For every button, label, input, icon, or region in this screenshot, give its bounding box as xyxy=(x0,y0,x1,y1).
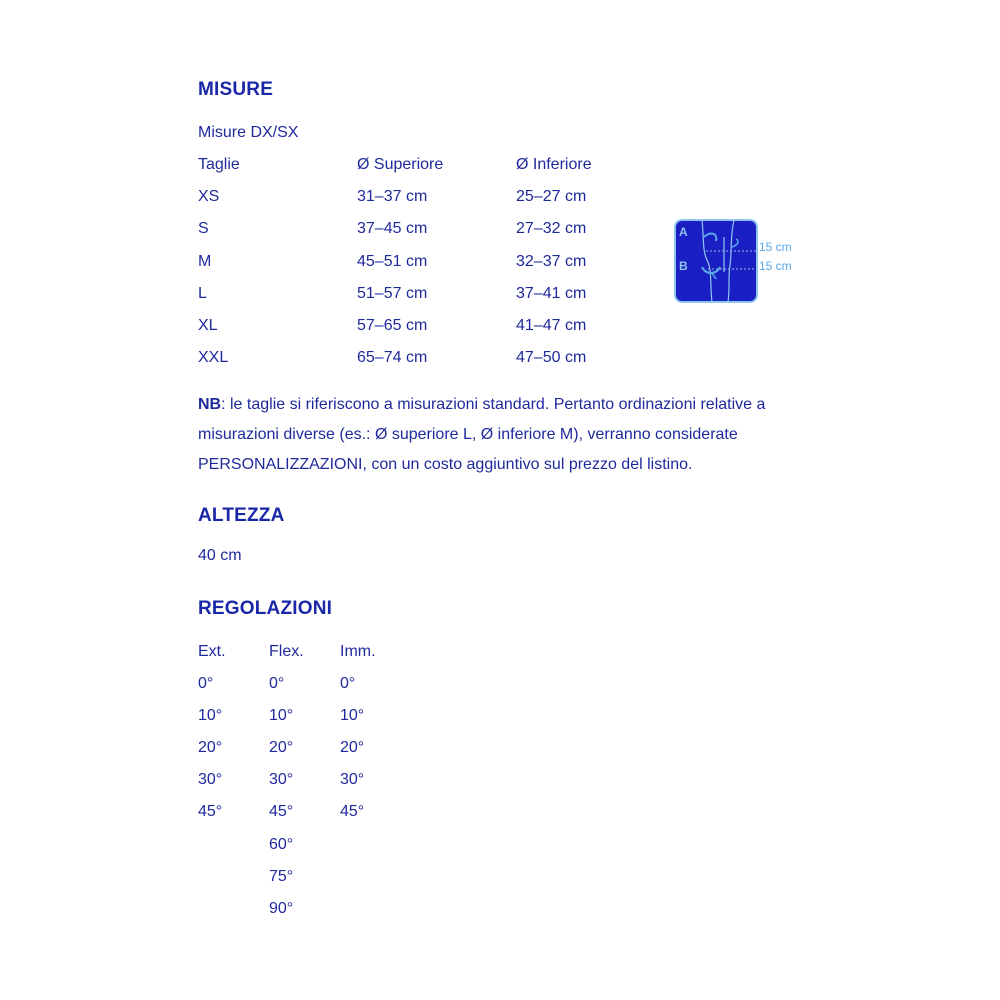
diagram-label-a: A xyxy=(679,225,688,239)
ext-cell: 20° xyxy=(198,739,223,756)
sizing-note xyxy=(198,390,818,480)
imm-cell: 10° xyxy=(340,707,365,724)
upper-cell: 37–45 cm xyxy=(357,220,428,237)
lower-cell: 37–41 cm xyxy=(516,285,587,302)
flex-cell: 30° xyxy=(269,771,294,788)
ext-cell: 45° xyxy=(198,803,223,820)
lower-cell: 32–37 cm xyxy=(516,253,587,270)
flex-cell: 45° xyxy=(269,803,294,820)
lower-cell: 47–50 cm xyxy=(516,349,587,366)
imm-cell: 20° xyxy=(340,739,365,756)
upper-cell: 57–65 cm xyxy=(357,317,428,334)
upper-cell: 45–51 cm xyxy=(357,253,428,270)
flex-cell: 10° xyxy=(269,707,294,724)
header-ext: Ext. xyxy=(198,643,226,660)
size-cell: M xyxy=(198,253,212,270)
upper-cell: 31–37 cm xyxy=(357,188,428,205)
ext-cell: 30° xyxy=(198,771,223,788)
flex-cell: 90° xyxy=(269,900,294,917)
header-flex: Flex. xyxy=(269,643,304,660)
flex-cell: 60° xyxy=(269,836,294,853)
knee-measurement-diagram xyxy=(672,217,802,307)
note-prefix: NB xyxy=(198,396,222,413)
lower-cell: 25–27 cm xyxy=(516,188,587,205)
flex-cell: 20° xyxy=(269,739,294,756)
flex-cell: 0° xyxy=(269,675,285,692)
misure-subtitle: Misure DX/SX xyxy=(198,124,299,141)
misure-title: MISURE xyxy=(198,79,274,100)
ext-cell: 0° xyxy=(198,675,214,692)
size-cell: XL xyxy=(198,317,218,334)
imm-cell: 30° xyxy=(340,771,365,788)
upper-cell: 65–74 cm xyxy=(357,349,428,366)
header-superiore: Ø Superiore xyxy=(357,156,444,173)
imm-cell: 45° xyxy=(340,803,365,820)
note-text: : le taglie si riferiscono a misurazioni standard. Pertanto ordinazioni relative a misurazioni diverse (es.: Ø superiore L, Ø inferiore M), verranno considerate PERSONALIZZAZIONI, con un costo aggiuntivo sul prezzo del listino. xyxy=(198,396,766,473)
altezza-value: 40 cm xyxy=(198,547,242,564)
header-inferiore: Ø Inferiore xyxy=(516,156,592,173)
diagram-label-lower: 15 cm xyxy=(759,259,792,273)
diagram-label-upper: 15 cm xyxy=(759,240,792,254)
diagram-label-b: B xyxy=(679,259,688,273)
header-imm: Imm. xyxy=(340,643,376,660)
ext-cell: 10° xyxy=(198,707,223,724)
lower-cell: 41–47 cm xyxy=(516,317,587,334)
imm-cell: 0° xyxy=(340,675,356,692)
header-taglie: Taglie xyxy=(198,156,240,173)
size-cell: XS xyxy=(198,188,220,205)
size-cell: XXL xyxy=(198,349,229,366)
flex-cell: 75° xyxy=(269,868,294,885)
altezza-title: ALTEZZA xyxy=(198,505,285,526)
size-cell: S xyxy=(198,220,209,237)
regolazioni-title: REGOLAZIONI xyxy=(198,598,333,619)
size-cell: L xyxy=(198,285,207,302)
lower-cell: 27–32 cm xyxy=(516,220,587,237)
upper-cell: 51–57 cm xyxy=(357,285,428,302)
